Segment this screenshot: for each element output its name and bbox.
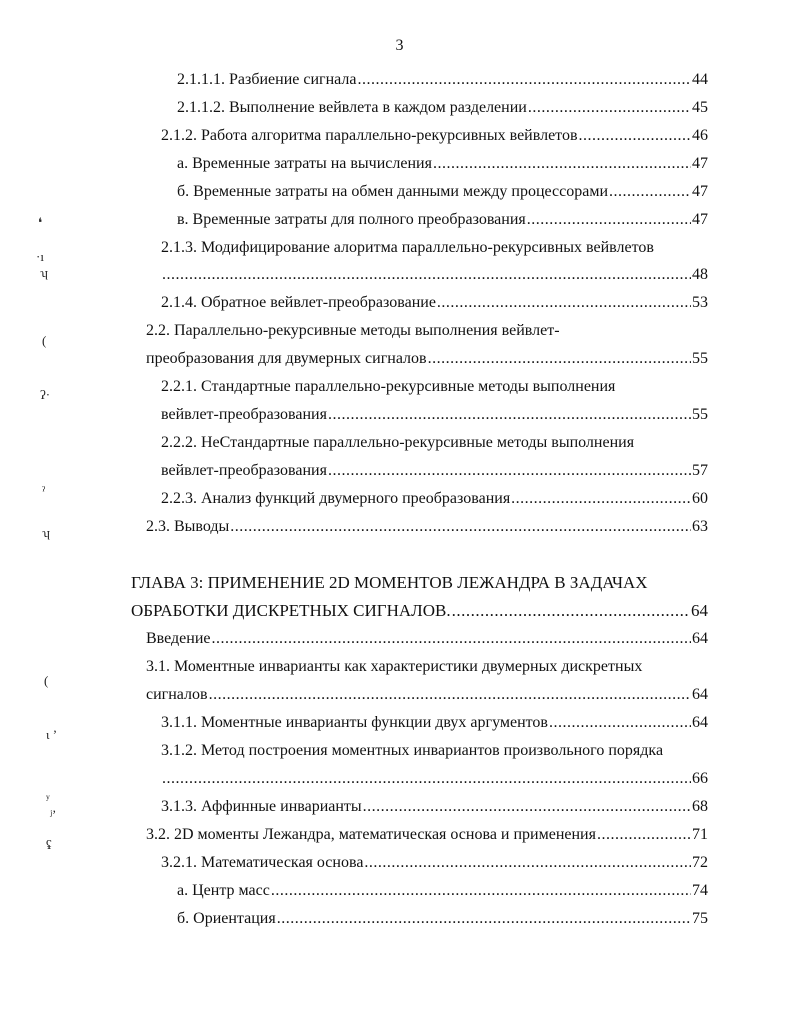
toc-page-number: 44 [692, 71, 708, 88]
scan-artifact: ʢ [46, 837, 52, 852]
toc-page-number: 47 [692, 155, 708, 172]
scan-artifact: ʮ [40, 265, 49, 280]
toc-entry-label: 2.1.2. Работа алгоритма параллельно-рекурсивных вейвлетов [161, 127, 578, 144]
toc-page-number: 72 [692, 854, 708, 871]
dot-leader [363, 798, 691, 816]
toc-entry-label: 2.2.3. Анализ функций двумерного преобразования [161, 490, 511, 507]
toc-page-number: 46 [692, 127, 708, 144]
dot-leader [162, 266, 691, 284]
toc-entry [161, 490, 708, 508]
toc-entry-title: 3.1. Моментные инварианты как характеристики двумерных дискретных [146, 658, 643, 675]
toc-entry [146, 350, 708, 368]
toc-page-number: 57 [692, 462, 708, 479]
toc-entry-label: сигналов [146, 686, 208, 703]
toc-entry-label: 2.1.1.1. Разбиение сигнала [177, 71, 357, 88]
dot-leader [230, 518, 691, 536]
toc-page-number: 71 [692, 826, 708, 843]
toc-entry [177, 910, 708, 928]
toc-entry-label: 3.1.1. Моментные инварианты функции двух аргументов [161, 714, 548, 731]
toc-entry [177, 99, 708, 117]
toc-entry-label: 2.1.4. Обратное вейвлет-преобразование [161, 294, 436, 311]
dot-leader [579, 127, 692, 145]
toc-page-number: 47 [692, 211, 708, 228]
toc-page-number: 75 [692, 910, 708, 927]
scan-artifact: ❛ [38, 215, 43, 230]
dot-leader [357, 71, 691, 89]
dot-leader [437, 294, 691, 312]
toc-page-number: 68 [692, 798, 708, 815]
dot-leader [452, 602, 690, 620]
toc-entry [177, 211, 708, 229]
scan-artifact: ʸ [46, 791, 50, 806]
toc-entry [161, 854, 708, 872]
dot-leader [609, 183, 691, 201]
toc-page-number: 63 [692, 518, 708, 535]
dot-leader [212, 630, 692, 648]
scan-artifact: ʔ· [40, 387, 51, 402]
toc-entry-label: а. Центр масс [177, 882, 270, 899]
scan-artifact: ɩ ʼ [46, 727, 58, 742]
toc-entry-title: 2.2.2. НеСтандартные параллельно-рекурсивные методы выполнения [161, 434, 635, 451]
toc-entry-title: 2.1.3. Модифицирование алоритма параллельно-рекурсивных вейвлетов [161, 239, 654, 256]
toc-entry [177, 882, 708, 900]
dot-leader [277, 910, 691, 928]
scan-artifact: ·ı [36, 249, 44, 264]
toc-page-number: 64 [691, 601, 708, 620]
dot-leader [328, 462, 691, 480]
toc-entry-title: 2.2.1. Стандартные параллельно-рекурсивные методы выполнения [161, 378, 616, 395]
toc-page-number: 64 [692, 714, 708, 731]
chapter-heading: ГЛАВА 3: ПРИМЕНЕНИЕ 2D МОМЕНТОВ ЛЕЖАНДРА В ЗАДАЧАХ [131, 573, 648, 592]
toc-entry-title: 2.2. Параллельно-рекурсивные методы выполнения вейвлет- [146, 322, 560, 339]
dot-leader [528, 99, 691, 117]
toc-entry-label: преобразования для двумерных сигналов [146, 350, 427, 367]
toc-page-number: 60 [692, 490, 708, 507]
toc-entry-label: б. Временные затраты на обмен данными между процессорами [177, 183, 609, 200]
dot-leader [511, 490, 691, 508]
toc-entry [161, 127, 708, 145]
toc-entry [161, 770, 708, 788]
toc-entry [146, 826, 708, 844]
dot-leader [428, 350, 691, 368]
toc-entry-label: вейвлет-преобразования [161, 406, 327, 423]
toc-entry [161, 462, 708, 480]
toc-entry [177, 71, 708, 89]
toc-entry [161, 714, 708, 732]
toc-entry [161, 266, 708, 284]
toc-entry [146, 630, 708, 648]
toc-entry-label: б. Ориентация [177, 910, 276, 927]
toc-page-number: 64 [692, 630, 708, 647]
dot-leader [433, 155, 691, 173]
toc-page-number: 53 [692, 294, 708, 311]
toc-entry-label: Введение [146, 630, 211, 647]
page-number: 3 [395, 37, 404, 54]
toc-page-number: 55 [692, 406, 708, 423]
toc-page-number: 66 [692, 770, 708, 787]
scan-artifact: ʮ [42, 525, 51, 540]
scan-artifact: ʲʼ [50, 807, 57, 822]
toc-page-number: 64 [692, 686, 708, 703]
toc-page-number: 47 [692, 183, 708, 200]
toc-entry [131, 602, 708, 620]
scan-artifact: ( [44, 673, 49, 688]
dot-leader [364, 854, 691, 872]
toc-entry-label: а. Временные затраты на вычисления [177, 155, 432, 172]
toc-page-number: 45 [692, 99, 708, 116]
toc-entry [177, 155, 708, 173]
dot-leader [597, 826, 691, 844]
toc-entry-label: 3.2. 2D моменты Лежандра, математическая основа и применения [146, 826, 596, 843]
toc-entry-label: 2.1.1.2. Выполнение вейвлета в каждом разделении [177, 99, 527, 116]
dot-leader [271, 882, 691, 900]
dot-leader [549, 714, 691, 732]
toc-entry [146, 686, 708, 704]
toc-entry-label: ОБРАБОТКИ ДИСКРЕТНЫХ СИГНАЛОВ. [131, 601, 451, 620]
toc-entry [146, 518, 708, 536]
scan-artifact: ( [42, 333, 47, 348]
toc-page-number: 48 [692, 266, 708, 283]
toc-page-number: 55 [692, 350, 708, 367]
toc-entry [161, 406, 708, 424]
dot-leader [162, 770, 691, 788]
dot-leader [209, 686, 691, 704]
toc-entry-label: 3.2.1. Математическая основа [161, 854, 364, 871]
dot-leader [328, 406, 691, 424]
toc-entry [161, 294, 708, 312]
scan-artifact: ˀ [42, 483, 46, 498]
dot-leader [527, 211, 691, 229]
toc-page-number: 74 [692, 882, 708, 899]
toc-entry-label: 2.3. Выводы [146, 518, 230, 535]
toc-entry-title: 3.1.2. Метод построения моментных инвариантов произвольного порядка [161, 742, 664, 759]
toc-entry-label: 3.1.3. Аффинные инварианты [161, 798, 362, 815]
toc-entry [161, 798, 708, 816]
toc-entry [177, 183, 708, 201]
toc-entry-label: в. Временные затраты для полного преобразования [177, 211, 526, 228]
toc-entry-label: вейвлет-преобразования [161, 462, 327, 479]
